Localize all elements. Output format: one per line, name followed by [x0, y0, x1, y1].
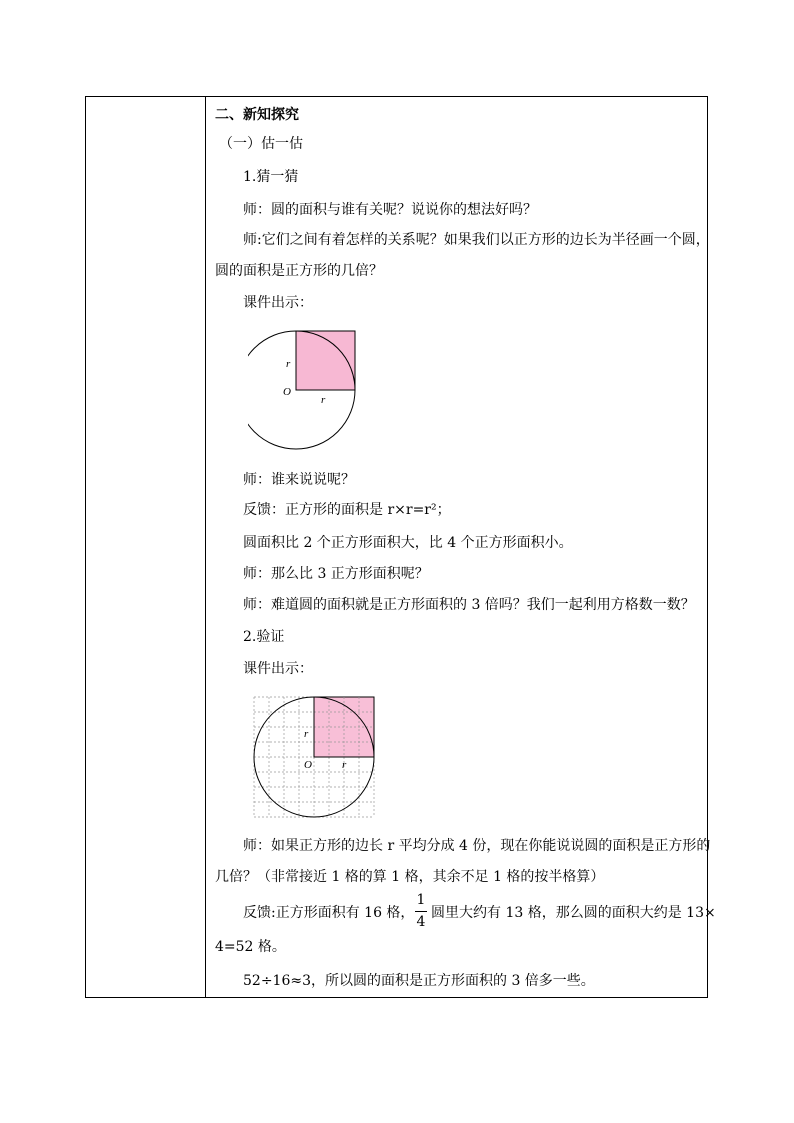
grid-label-r-bottom: r [342, 759, 347, 771]
sub-heading-estimate: （一）估一估 [219, 136, 303, 152]
teacher-question-6-line2: 几倍？（非常接近 1 格的算 1 格，其余不足 1 格的按半格算） [215, 869, 605, 885]
label-origin: O [283, 386, 291, 398]
courseware-label-1: 课件出示： [243, 295, 313, 311]
grid-circle-figure [252, 695, 377, 820]
teacher-question-6-line1: 师：如果正方形的边长 r 平均分成 4 份，现在你能说说圆的面积是正方形的 [243, 838, 711, 854]
section-heading: 二、新知探究 [215, 107, 299, 123]
area-comparison: 圆面积比 2 个正方形面积大，比 4 个正方形面积小。 [243, 535, 573, 551]
feedback-2-part-a: 反馈:正方形面积有 16 格， [243, 905, 415, 921]
conclusion: 52÷16≈3，所以圆的面积是正方形面积的 3 倍多一些。 [243, 973, 595, 989]
step-verify: 2.验证 [243, 629, 285, 645]
label-r-bottom: r [321, 394, 326, 406]
teacher-question-2-line2: 圆的面积是正方形的几倍？ [215, 263, 383, 279]
teacher-question-1: 师：圆的面积与谁有关呢？说说你的想法好吗？ [243, 202, 537, 218]
teacher-question-2-line1: 师:它们之间有着怎样的关系呢？如果我们以正方形的边长为半径画一个圆， [243, 232, 710, 248]
column-divider [205, 97, 206, 997]
fraction-denominator: 4 [416, 914, 426, 930]
teacher-question-3: 师：谁来说说呢？ [243, 472, 355, 488]
label-r-side: r [286, 358, 291, 370]
grid-label-origin: O [304, 759, 312, 771]
lesson-table [85, 96, 716, 998]
fraction-bar [415, 911, 427, 912]
square-shape [296, 331, 355, 390]
feedback-2-part-b: 圆里大约有 13 格，那么圆的面积大约是 13× [431, 905, 716, 921]
teacher-question-5: 师：难道圆的面积就是正方形面积的 3 倍吗？我们一起利用方格数一数？ [243, 597, 695, 613]
fraction-numerator: 1 [416, 892, 426, 908]
fraction-one-quarter [414, 891, 428, 931]
step-guess: 1.猜一猜 [243, 169, 299, 185]
teacher-question-4: 师：那么比 3 正方形面积呢？ [243, 566, 429, 582]
feedback-2-line2: 4=52 格。 [215, 939, 286, 955]
circle-square-figure [248, 325, 378, 450]
grid-label-r-side: r [304, 728, 309, 740]
courseware-label-2: 课件出示： [243, 661, 313, 677]
feedback-1: 反馈：正方形的面积是 r×r=r²； [243, 502, 451, 518]
